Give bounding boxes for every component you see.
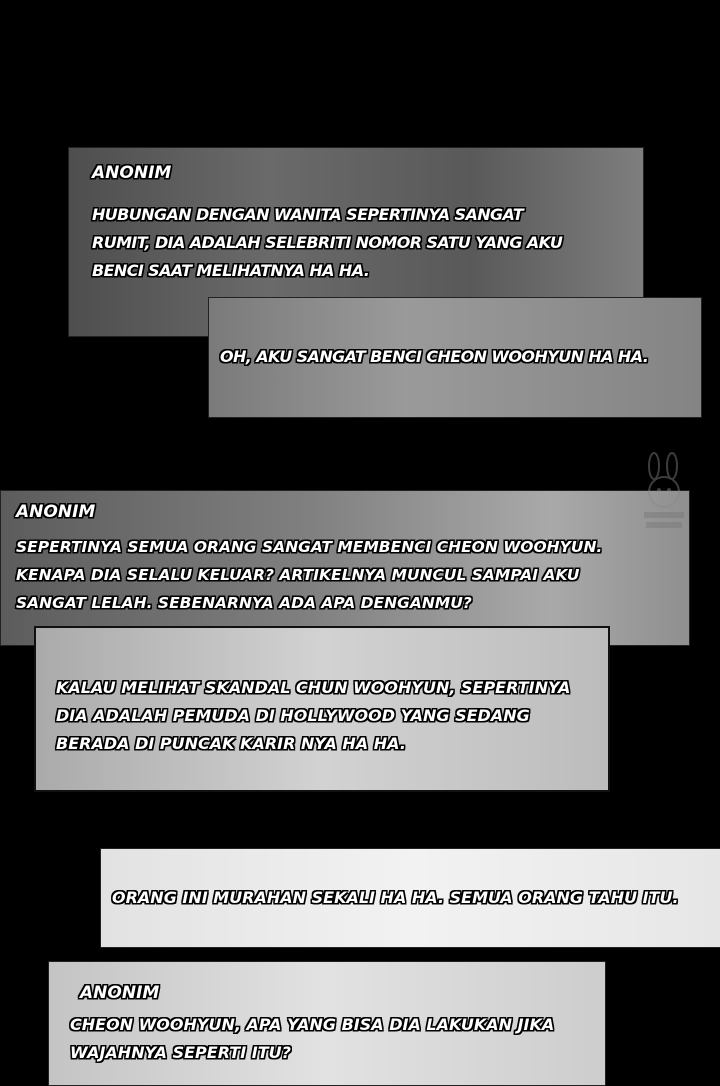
comment-line: SEPERTINYA SEMUA ORANG SANGAT MEMBENCI CHEON WOOHYUN. xyxy=(16,538,603,556)
comment-text xyxy=(16,533,602,617)
comment-author: ANONIM xyxy=(16,502,96,522)
comment-line: SANGAT LELAH. SEBENARNYA ADA APA DENGANMU? xyxy=(16,594,472,612)
comment-line: BERADA DI PUNCAK KARIR NYA HA HA. xyxy=(56,734,406,753)
comment-author: ANONIM xyxy=(92,163,172,183)
comment-text xyxy=(70,1011,554,1067)
comment-line: CHEON WOOHYUN, APA YANG BISA DIA LAKUKAN JIKA xyxy=(70,1015,555,1034)
comment-line: BENCI SAAT MELIHATNYA HA HA. xyxy=(92,261,370,280)
comment-line: ORANG INI MURAHAN SEKALI HA HA. SEMUA ORANG TAHU ITU. xyxy=(112,888,679,907)
comment-text xyxy=(112,884,679,912)
comment-line: KENAPA DIA SELALU KELUAR? ARTIKELNYA MUNCUL SAMPAI AKU xyxy=(16,566,580,584)
comment-line: OH, AKU SANGAT BENCI CHEON WOOHYUN HA HA. xyxy=(220,347,649,366)
comment-line: DIA ADALAH PEMUDA DI HOLLYWOOD YANG SEDANG xyxy=(56,706,530,725)
comment-text xyxy=(92,201,562,285)
comment-author: ANONIM xyxy=(80,983,160,1003)
comment-text xyxy=(220,343,648,371)
comment-line: KALAU MELIHAT SKANDAL CHUN WOOHYUN, SEPERTINYA xyxy=(56,678,571,697)
rabbit-mascot-icon xyxy=(636,452,692,540)
comment-line: HUBUNGAN DENGAN WANITA SEPERTINYA SANGAT xyxy=(92,205,524,224)
comment-line: WAJAHNYA SEPERTI ITU? xyxy=(70,1043,291,1062)
comment-line: RUMIT, DIA ADALAH SELEBRITI NOMOR SATU YANG AKU xyxy=(92,233,563,252)
comment-text xyxy=(56,674,570,758)
